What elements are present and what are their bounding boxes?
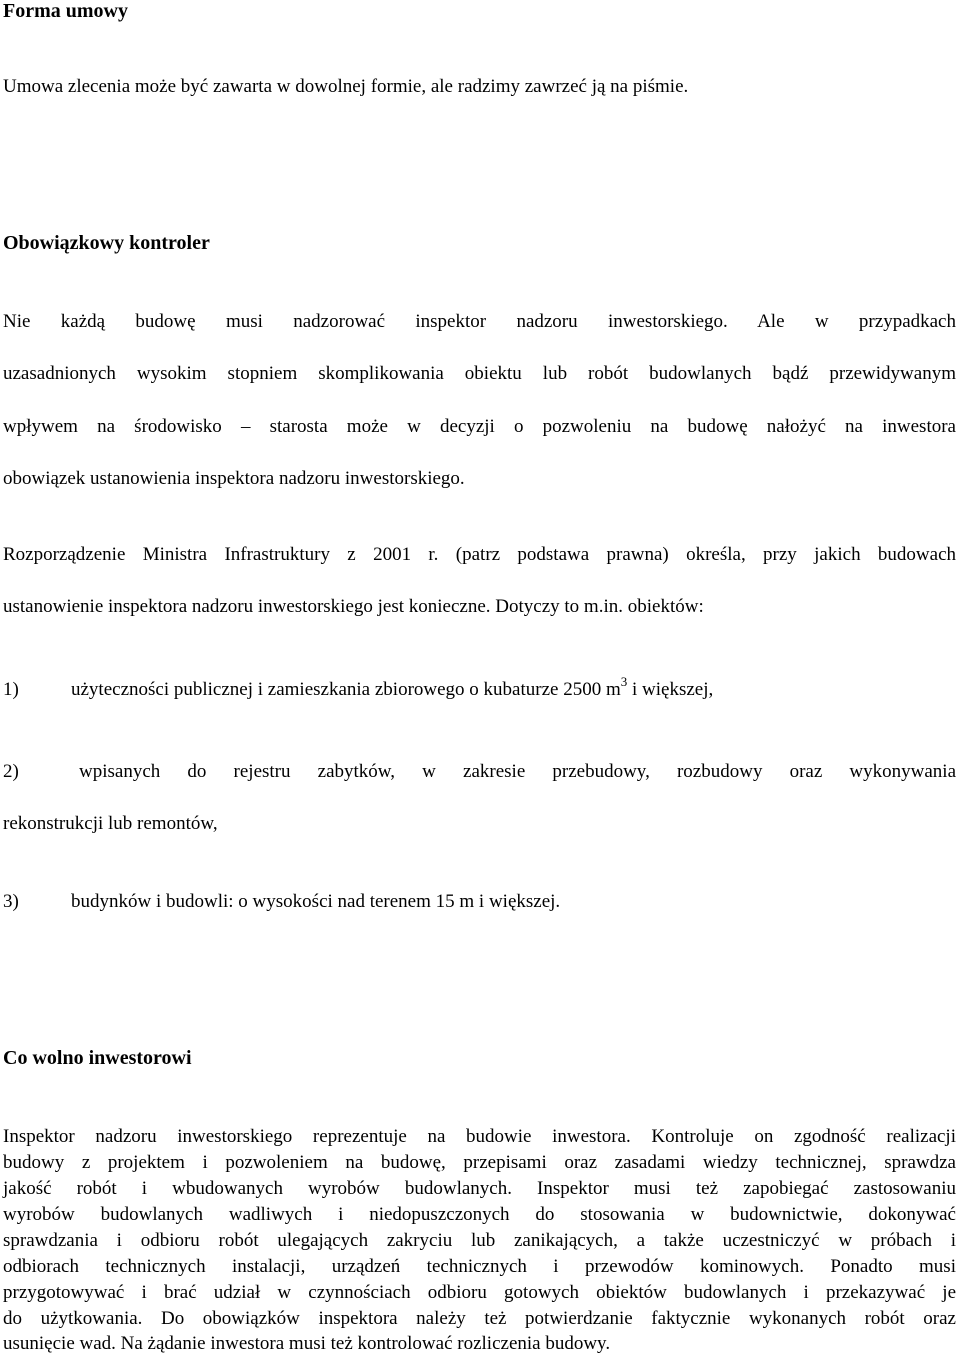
list-item-2-continuation: rekonstrukcji lub remontów, — [3, 813, 218, 834]
paragraph-line: Nie każdą budowę musi nadzorować inspektor nadzoru inwestorskiego. Ale w przypadkach — [3, 311, 956, 332]
list-item-2 — [3, 761, 956, 783]
list-number: 2) — [3, 761, 19, 782]
list-number: 3) — [3, 891, 19, 912]
list-text: budynków i budowli: o wysokości nad terenem 15 m i większej. — [71, 891, 561, 912]
paragraph-line: ustanowienie inspektora nadzoru inwestorskiego jest konieczne. Dotyczy to m.in. obiektów: — [3, 596, 704, 617]
paragraph-line: przygotowywać i brać udział w czynnościach odbioru gotowych obiektów budowlanych i przekazywać je — [3, 1282, 956, 1303]
paragraph-line: do użytkowania. Do obowiązków inspektora należy też potwierdzanie faktycznie wykonanych robót oraz — [3, 1308, 956, 1329]
list-item-1 — [3, 674, 714, 701]
paragraph-line: obowiązek ustanowienia inspektora nadzoru inwestorskiego. — [3, 468, 465, 489]
heading-forma-umowy: Forma umowy — [3, 0, 128, 22]
heading-obowiazkowy-kontroler: Obowiązkowy kontroler — [3, 232, 210, 254]
paragraph-line: odbiorach technicznych instalacji, urządzeń technicznych i przewodów kominowych. Ponadto musi — [3, 1256, 956, 1277]
paragraph-forma-umowy: Umowa zlecenia może być zawarta w dowolnej formie, ale radzimy zawrzeć ją na piśmie. — [3, 76, 689, 97]
list-text-tail: i większej, — [627, 679, 714, 700]
list-number: 1) — [3, 679, 19, 700]
list-text: użyteczności publicznej i zamieszkania zbiorowego o kubaturze 2500 m — [71, 679, 621, 700]
list-item-3 — [3, 891, 560, 913]
heading-co-wolno-inwestorowi: Co wolno inwestorowi — [3, 1047, 192, 1069]
paragraph-line: uzasadnionych wysokim stopniem skomplikowania obiektu lub robót budowlanych bądź przewidywanym — [3, 363, 956, 384]
paragraph-line: budowy z projektem i pozwoleniem na budowę, przepisami oraz zasadami wiedzy technicznej, sprawdza — [3, 1152, 956, 1173]
paragraph-line: jakość robót i wbudowanych wyrobów budowlanych. Inspektor musi też zapobiegać zastosowaniu — [3, 1178, 956, 1199]
paragraph-line: Inspektor nadzoru inwestorskiego reprezentuje na budowie inwestora. Kontroluje on zgodność realizacji — [3, 1126, 956, 1147]
paragraph-line: Rozporządzenie Ministra Infrastruktury z 2001 r. (patrz podstawa prawna) określa, przy jakich budowach — [3, 544, 956, 565]
paragraph-line: sprawdzania i odbioru robót ulegających zakryciu lub zanikających, a także uczestniczyć w próbach i — [3, 1230, 956, 1251]
paragraph-line: usunięcie wad. Na żądanie inwestora musi też kontrolować rozliczenia budowy. — [3, 1333, 611, 1354]
superscript: 3 — [620, 674, 628, 689]
paragraph-line: wyrobów budowlanych wadliwych i niedopuszczonych do stosowania w budownictwie, dokonywać — [3, 1204, 956, 1225]
paragraph-line: wpływem na środowisko – starosta może w decyzji o pozwoleniu na budowę nałożyć na inwestora — [3, 416, 956, 437]
list-text: wpisanych do rejestru zabytków, w zakresie przebudowy, rozbudowy oraz wykonywania — [79, 761, 956, 782]
